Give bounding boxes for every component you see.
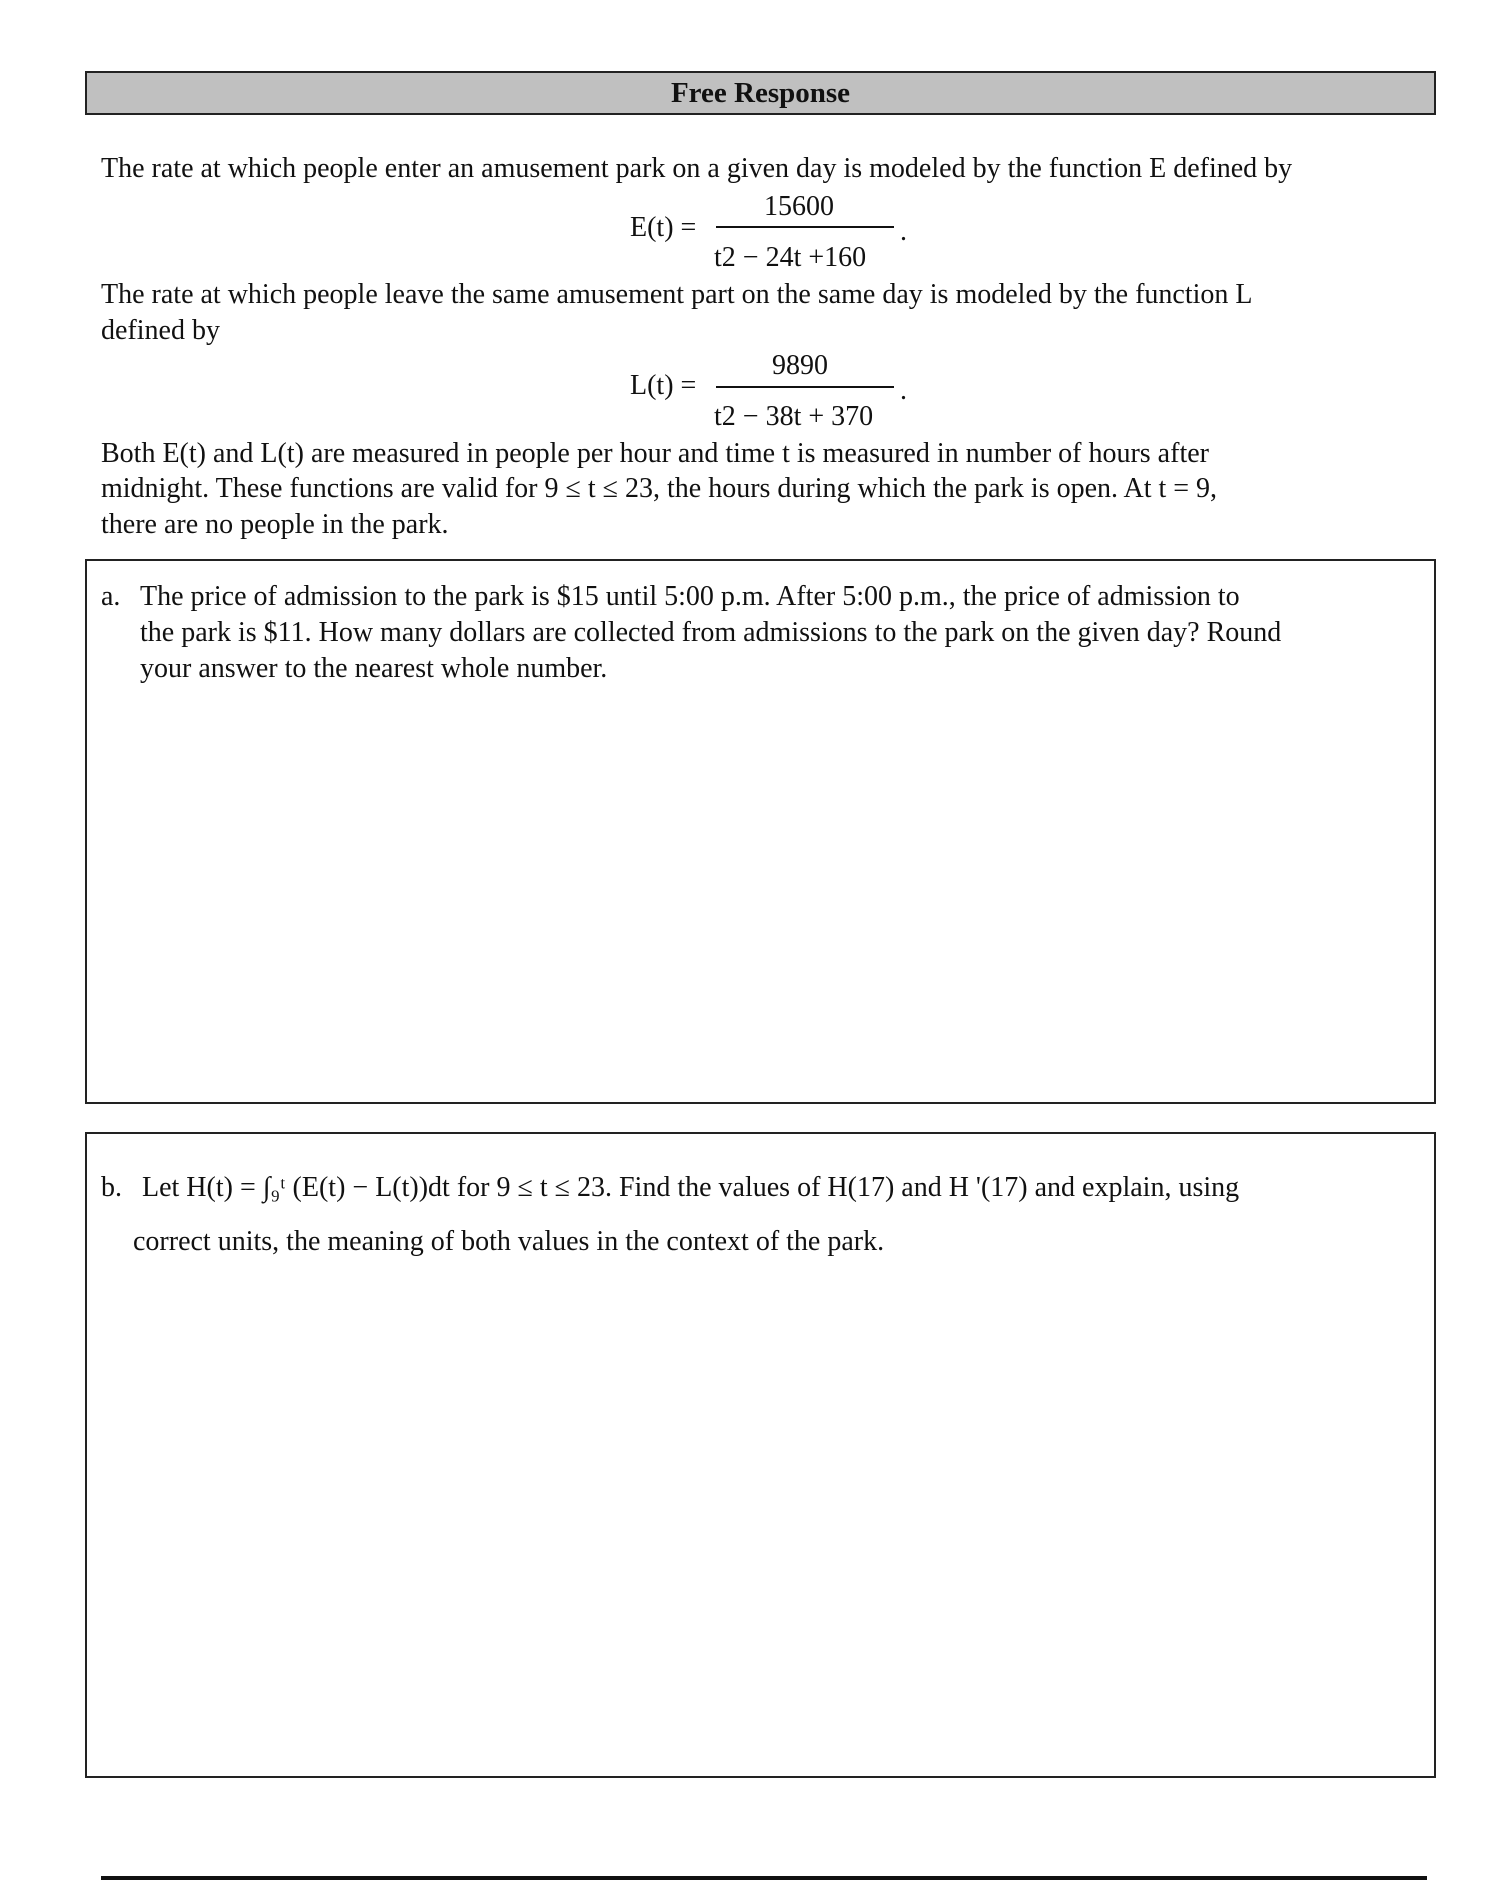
part-b-line-2: correct units, the meaning of both values in the context of the park. (133, 1226, 885, 1257)
part-a-label: a. (101, 581, 121, 612)
e-fraction-bar (716, 226, 894, 228)
l-equation-denominator: t2 − 38t + 370 (714, 401, 874, 432)
part-b-answer-box[interactable] (85, 1132, 1436, 1778)
e-equation-denominator: t2 − 24t +160 (714, 242, 867, 273)
l-equation-label: L(t) = (630, 370, 697, 401)
intro-line-6: there are no people in the park. (101, 509, 449, 540)
part-a-line-2: the park is $11. How many dollars are collected from admissions to the park on the given day? Round (140, 617, 1282, 648)
part-a-line-1: The price of admission to the park is $15 until 5:00 p.m. After 5:00 p.m., the price of admission to (140, 581, 1240, 612)
part-b-label: b. (101, 1172, 122, 1203)
l-fraction-bar (716, 386, 894, 388)
free-response-header: Free Response (85, 71, 1436, 115)
intro-line-5: midnight. These functions are valid for 9 ≤ t ≤ 23, the hours during which the park is open. At t = 9, (101, 473, 1218, 504)
e-equation-period: . (900, 216, 907, 247)
intro-line-3: defined by (101, 315, 220, 346)
e-equation-numerator: 15600 (764, 191, 834, 222)
intro-line-2: The rate at which people leave the same amusement part on the same day is modeled by the function L (101, 279, 1253, 310)
e-equation-label: E(t) = (630, 212, 697, 243)
intro-line-4: Both E(t) and L(t) are measured in people per hour and time t is measured in number of hours after (101, 438, 1209, 469)
l-equation-numerator: 9890 (772, 350, 828, 381)
part-a-line-3: your answer to the nearest whole number. (140, 653, 608, 684)
part-b-line-1: Let H(t) = ∫₉ᵗ (E(t) − L(t))dt for 9 ≤ t ≤ 23. Find the values of H(17) and H '(17) and explain, using (142, 1172, 1240, 1203)
intro-line-1: The rate at which people enter an amusement park on a given day is modeled by the function E defined by (101, 153, 1293, 184)
part-a-answer-box[interactable] (85, 559, 1436, 1104)
page-bottom-rule (101, 1876, 1427, 1880)
l-equation-period: . (900, 375, 907, 406)
